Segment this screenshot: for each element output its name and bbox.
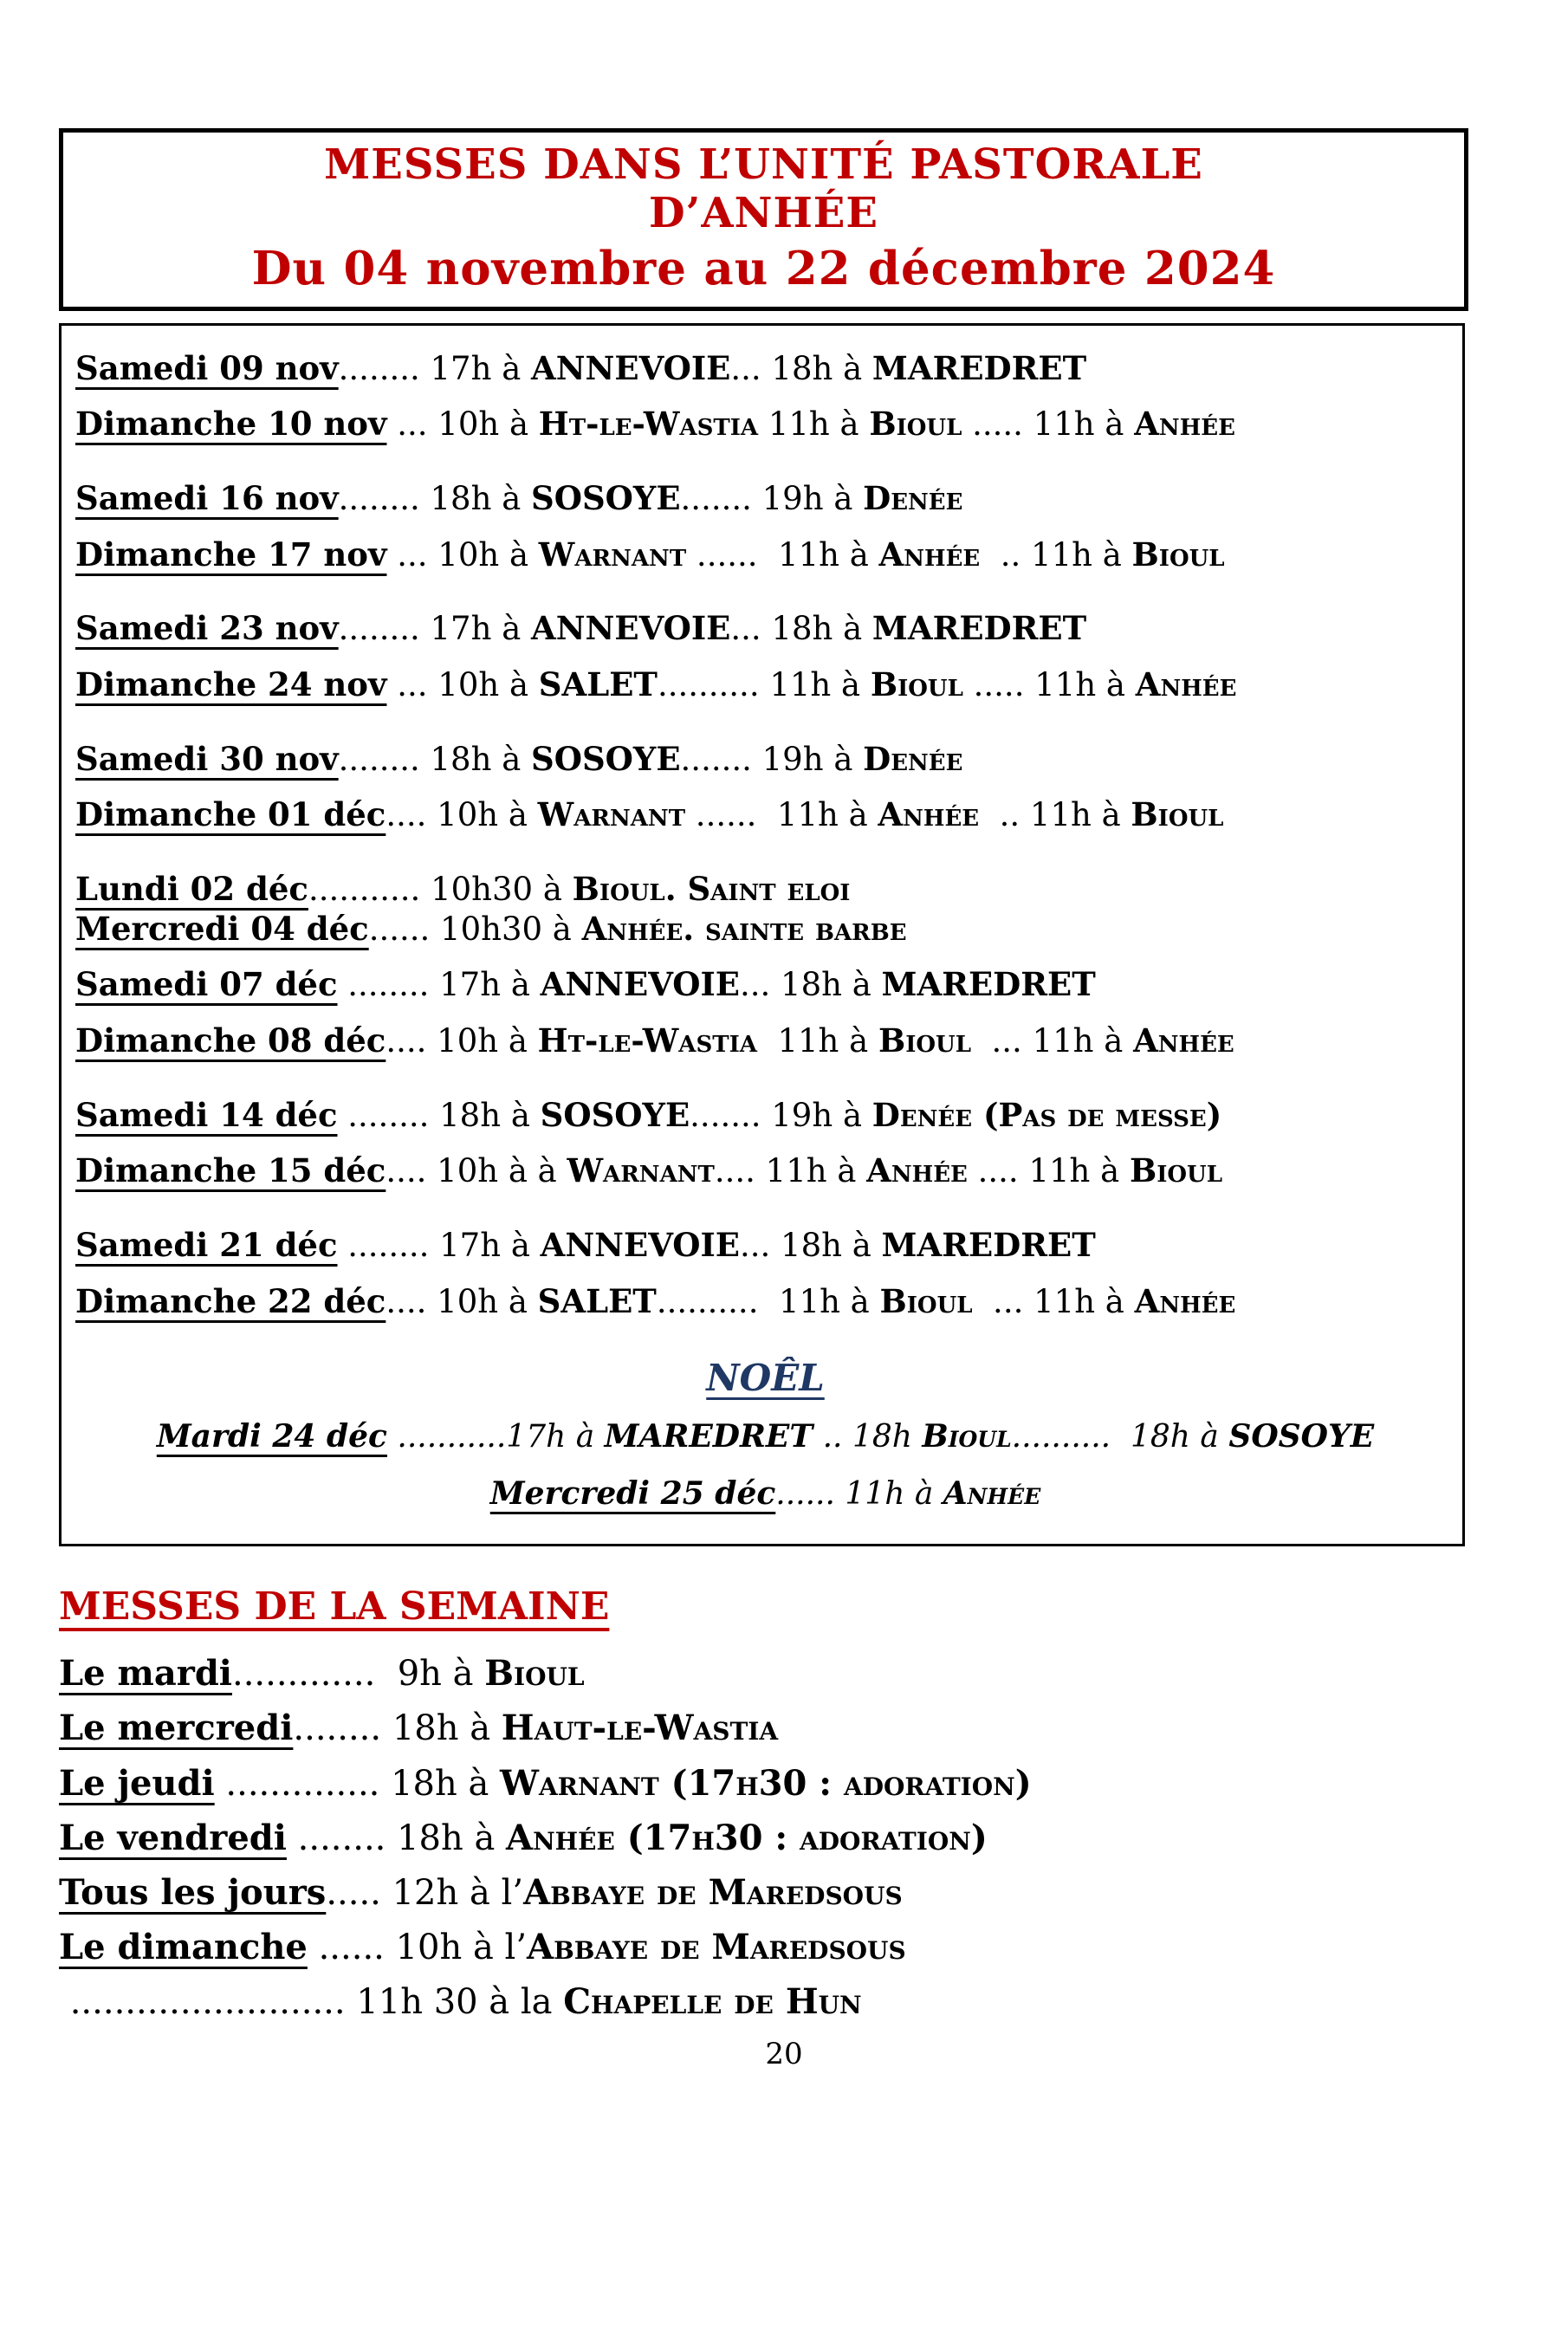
- text-segment: 11h à: [1028, 1152, 1130, 1190]
- day-label: Le vendredi: [59, 1817, 287, 1858]
- text-segment: SOSOYE: [1228, 1418, 1375, 1455]
- day-label: Le jeudi: [59, 1762, 215, 1804]
- day-label: Samedi 14 déc: [75, 1095, 338, 1134]
- text-segment: ..: [813, 1419, 852, 1455]
- weekly-row: [59, 1708, 1568, 1749]
- text-segment: ........: [338, 610, 431, 648]
- text-segment: 10h30 à: [431, 871, 573, 909]
- day-label: Samedi 23 nov: [75, 609, 339, 648]
- text-segment: 18h à: [1130, 1419, 1229, 1455]
- schedule-row: [75, 1283, 1455, 1321]
- text-segment: 11h à: [765, 1152, 867, 1190]
- text-segment: 18h à: [781, 966, 882, 1004]
- text-segment: Bioul: [879, 1281, 973, 1320]
- day-label: Dimanche 17 nov: [75, 535, 387, 574]
- schedule-row: [75, 610, 1455, 648]
- weekly-section: [59, 1585, 1568, 2023]
- schedule-row: [75, 1152, 1455, 1190]
- text-segment: 18h: [852, 1419, 923, 1455]
- text-segment: ...: [740, 1227, 781, 1264]
- schedule-box: [59, 323, 1465, 1546]
- text-segment: 11h à: [756, 1022, 878, 1060]
- text-segment: 17h à: [430, 349, 532, 387]
- text-segment: SALET: [538, 665, 658, 704]
- text-segment: 17h à: [439, 966, 541, 1004]
- text-segment: Warnant: [567, 1151, 715, 1190]
- text-segment: Bioul: [1131, 795, 1224, 834]
- day-label: Le mardi: [59, 1653, 232, 1695]
- text-segment: 11h à: [1029, 796, 1131, 834]
- title-box: [59, 128, 1468, 311]
- text-segment: ANNEVOIE: [540, 1226, 740, 1264]
- text-segment: 11h à: [778, 1282, 880, 1320]
- text-segment: ...: [386, 666, 438, 704]
- text-segment: 18h à: [392, 1708, 502, 1749]
- text-segment: .......: [690, 1096, 772, 1134]
- text-segment: Anhée: [878, 795, 980, 834]
- text-segment: ..........: [656, 1282, 779, 1320]
- text-segment: 12h à l’: [392, 1873, 524, 1913]
- text-segment: ........: [338, 740, 431, 778]
- text-segment: 10h à: [437, 1282, 538, 1320]
- text-segment: ....: [386, 1022, 437, 1060]
- schedule-group: [75, 480, 1455, 574]
- text-segment: 11h à: [769, 666, 871, 704]
- text-segment: Denée: [863, 479, 963, 518]
- weekly-row: [59, 1653, 1568, 1695]
- day-label: Mercredi 25 déc: [489, 1474, 776, 1512]
- text-segment: Bioul: [1129, 1151, 1222, 1190]
- text-segment: ...: [972, 1282, 1034, 1320]
- text-segment: Denée: [863, 739, 963, 778]
- text-segment: Anhée: [1134, 405, 1235, 444]
- text-segment: ......: [307, 1928, 396, 1968]
- text-segment: Warnant: [537, 795, 686, 834]
- noel-rows: [75, 1418, 1455, 1513]
- text-segment: ANNEVOIE: [531, 609, 731, 648]
- schedule-row: [75, 350, 1455, 388]
- schedule-row: [75, 536, 1455, 574]
- text-segment: SALET: [537, 1281, 657, 1320]
- text-segment: 19h à: [761, 480, 864, 518]
- schedule-group: [75, 1097, 1455, 1190]
- noel-section: [75, 1357, 1455, 1513]
- text-segment: 11h à: [1032, 1022, 1134, 1060]
- text-segment: Abbaye de Maredsous: [527, 1927, 906, 1968]
- text-segment: ....: [386, 1152, 437, 1190]
- title-line-1: MESSES DANS L’UNITÉ PASTORALE: [324, 140, 1203, 189]
- text-segment: ........: [337, 966, 440, 1004]
- schedule-group: [75, 871, 1455, 1060]
- day-label: Dimanche 01 déc: [75, 795, 386, 834]
- text-segment: ........: [293, 1708, 392, 1749]
- day-label: Dimanche 24 nov: [75, 665, 387, 704]
- day-label: Le dimanche: [59, 1927, 308, 1968]
- day-label: Samedi 30 nov: [75, 739, 339, 778]
- text-segment: 11h 30 à la: [356, 1982, 564, 2023]
- schedule-row: [75, 405, 1455, 444]
- text-segment: ....: [714, 1152, 766, 1190]
- text-segment: 10h à: [437, 405, 539, 444]
- schedule-row: [75, 480, 1455, 518]
- text-segment: 18h à: [430, 740, 532, 778]
- schedule-row: [75, 666, 1455, 704]
- text-segment: Bioul: [484, 1653, 585, 1695]
- text-segment: ...........: [386, 1419, 507, 1455]
- day-label: Samedi 07 déc: [75, 965, 338, 1004]
- text-segment: MAREDRET: [871, 348, 1087, 387]
- text-segment: Anhée: [1133, 1021, 1234, 1060]
- schedule-row: [75, 796, 1455, 834]
- text-segment: ...: [740, 966, 781, 1004]
- text-segment: 17h à: [439, 1227, 541, 1264]
- schedule-row: [75, 911, 1455, 949]
- text-segment: 18h à: [430, 480, 532, 518]
- text-segment: Denée (Pas de messe): [871, 1095, 1222, 1134]
- schedule-group: [75, 610, 1455, 703]
- text-segment: MAREDRET: [881, 965, 1096, 1004]
- text-segment: .........................: [59, 1982, 357, 2023]
- schedule-groups: [75, 350, 1455, 1321]
- text-segment: .......: [680, 740, 762, 778]
- text-segment: 10h à: [437, 1022, 538, 1060]
- text-segment: 10h à l’: [395, 1928, 528, 1968]
- text-segment: .............: [231, 1654, 386, 1695]
- page-number: 20: [765, 2036, 803, 2071]
- text-segment: .....: [962, 405, 1033, 444]
- text-segment: Bioul. Saint eloi: [572, 870, 851, 909]
- text-segment: ..............: [214, 1763, 392, 1804]
- weekly-row: [59, 1818, 1568, 1859]
- text-segment: 10h à: [437, 535, 539, 574]
- text-segment: 11h à: [845, 1475, 943, 1512]
- text-segment: ...: [730, 610, 772, 648]
- text-segment: 10h à: [437, 666, 539, 704]
- text-segment: ......: [685, 796, 777, 834]
- text-segment: Chapelle de Hun: [563, 1981, 862, 2023]
- text-segment: ........: [286, 1818, 398, 1858]
- text-segment: ......: [775, 1475, 846, 1512]
- text-segment: Anhée: [1135, 665, 1237, 704]
- text-segment: 11h à: [778, 535, 879, 574]
- text-segment: MAREDRET: [871, 609, 1087, 648]
- text-segment: 18h à: [439, 1096, 541, 1134]
- text-segment: ...: [730, 349, 772, 387]
- text-segment: 10h30 à: [440, 910, 582, 948]
- day-label: Samedi 09 nov: [75, 348, 339, 387]
- text-segment: ......: [368, 910, 441, 948]
- text-segment: 18h à: [397, 1818, 507, 1858]
- text-segment: ..........: [657, 666, 770, 704]
- text-segment: Anhée: [943, 1474, 1041, 1512]
- day-label: Le mercredi: [59, 1708, 294, 1749]
- text-segment: Anhée: [866, 1151, 968, 1190]
- text-segment: 18h à: [781, 1227, 882, 1264]
- text-segment: ....: [967, 1152, 1029, 1190]
- text-segment: ......: [686, 535, 779, 574]
- text-segment: ...........: [308, 871, 431, 909]
- text-segment: ........: [338, 480, 431, 518]
- schedule-row: [75, 1097, 1455, 1135]
- text-segment: ..: [979, 796, 1030, 834]
- schedule-group: [75, 350, 1455, 444]
- schedule-row: [75, 1227, 1455, 1265]
- weekly-row: [59, 1763, 1568, 1805]
- text-segment: Warnant: [538, 535, 687, 574]
- weekly-row: [59, 1872, 1568, 1914]
- text-segment: Anhée: [878, 535, 981, 574]
- text-segment: Anhée (17h30 : adoration): [506, 1817, 988, 1858]
- text-segment: 18h à: [391, 1763, 501, 1804]
- text-segment: 11h à: [1033, 405, 1135, 444]
- noel-heading: NOÊL: [706, 1357, 825, 1400]
- text-segment: ...: [386, 405, 438, 444]
- text-segment: 11h à: [776, 796, 878, 834]
- text-segment: Ht-le-Wastia: [537, 1021, 757, 1060]
- text-segment: 9h à: [386, 1654, 485, 1695]
- text-segment: ...: [971, 1022, 1033, 1060]
- text-segment: Bioul: [922, 1418, 1012, 1455]
- text-segment: Anhée: [1134, 1281, 1236, 1320]
- text-segment: SOSOYE: [531, 739, 681, 778]
- text-segment: 17h à: [506, 1419, 605, 1455]
- schedule-group: [75, 741, 1455, 834]
- text-segment: .....: [326, 1873, 392, 1913]
- text-segment: Bioul: [878, 1021, 971, 1060]
- text-segment: Anhée. sainte barbe: [581, 909, 907, 948]
- schedule-row: [75, 1022, 1455, 1060]
- day-label: Tous les jours: [59, 1872, 327, 1913]
- title-line-3: Du 04 novembre au 22 décembre 2024: [251, 242, 1276, 296]
- text-segment: ........: [338, 349, 431, 387]
- weekly-row: [59, 1981, 1568, 2023]
- text-segment: 11h à: [1031, 535, 1132, 574]
- text-segment: 17h à: [430, 610, 532, 648]
- day-label: Dimanche 15 déc: [75, 1151, 386, 1190]
- text-segment: Ht-le-Wastia: [538, 405, 759, 444]
- text-segment: SOSOYE: [540, 1095, 690, 1134]
- schedule-row: [75, 741, 1455, 779]
- text-segment: 11h à: [1033, 1282, 1135, 1320]
- text-segment: ....: [386, 1282, 437, 1320]
- text-segment: MAREDRET: [604, 1418, 813, 1455]
- day-label: Dimanche 10 nov: [75, 405, 387, 444]
- page: [0, 128, 1568, 2071]
- text-segment: ..: [980, 535, 1032, 574]
- schedule-row: [75, 871, 1455, 909]
- text-segment: ..........: [1011, 1419, 1131, 1455]
- text-segment: 19h à: [761, 740, 864, 778]
- text-segment: 11h à: [758, 405, 870, 444]
- title-line-2: D’ANHÉE: [649, 188, 878, 237]
- text-segment: Bioul: [870, 665, 963, 704]
- schedule-row: [75, 966, 1455, 1004]
- day-label: Mardi 24 déc: [156, 1418, 387, 1455]
- text-segment: ANNEVOIE: [531, 348, 731, 387]
- day-label: Samedi 21 déc: [75, 1226, 338, 1264]
- text-segment: Bioul: [1131, 535, 1225, 574]
- day-label: Samedi 16 nov: [75, 479, 339, 518]
- text-segment: 18h à: [771, 349, 872, 387]
- text-segment: ...: [386, 535, 438, 574]
- text-segment: 10h à: [437, 796, 538, 834]
- text-segment: .......: [680, 480, 762, 518]
- weekly-rows: [59, 1653, 1568, 2023]
- text-segment: SOSOYE: [531, 479, 681, 518]
- text-segment: 19h à: [771, 1096, 872, 1134]
- text-segment: 18h à: [771, 610, 872, 648]
- schedule-group: [75, 1227, 1455, 1320]
- text-segment: Haut-le-Wastia: [501, 1708, 779, 1749]
- text-segment: Bioul: [869, 405, 962, 444]
- day-label: Mercredi 04 déc: [75, 909, 369, 948]
- weekly-row: [59, 1927, 1568, 1968]
- day-label: Dimanche 22 déc: [75, 1281, 386, 1320]
- text-segment: Abbaye de Maredsous: [523, 1872, 903, 1913]
- text-segment: 11h à: [1034, 666, 1136, 704]
- weekly-heading: MESSES DE LA SEMAINE: [59, 1585, 610, 1630]
- noel-row: [75, 1475, 1455, 1513]
- text-segment: ....: [386, 796, 437, 834]
- text-segment: ........: [337, 1227, 440, 1264]
- text-segment: ANNEVOIE: [540, 965, 740, 1004]
- text-segment: 10h à à: [437, 1152, 567, 1190]
- day-label: Dimanche 08 déc: [75, 1021, 386, 1060]
- noel-row: [75, 1418, 1455, 1455]
- text-segment: MAREDRET: [881, 1226, 1096, 1264]
- day-label: Lundi 02 déc: [75, 870, 308, 909]
- text-segment: .....: [962, 666, 1035, 704]
- text-segment: Warnant (17h30 : adoration): [500, 1762, 1032, 1804]
- text-segment: ........: [337, 1096, 440, 1134]
